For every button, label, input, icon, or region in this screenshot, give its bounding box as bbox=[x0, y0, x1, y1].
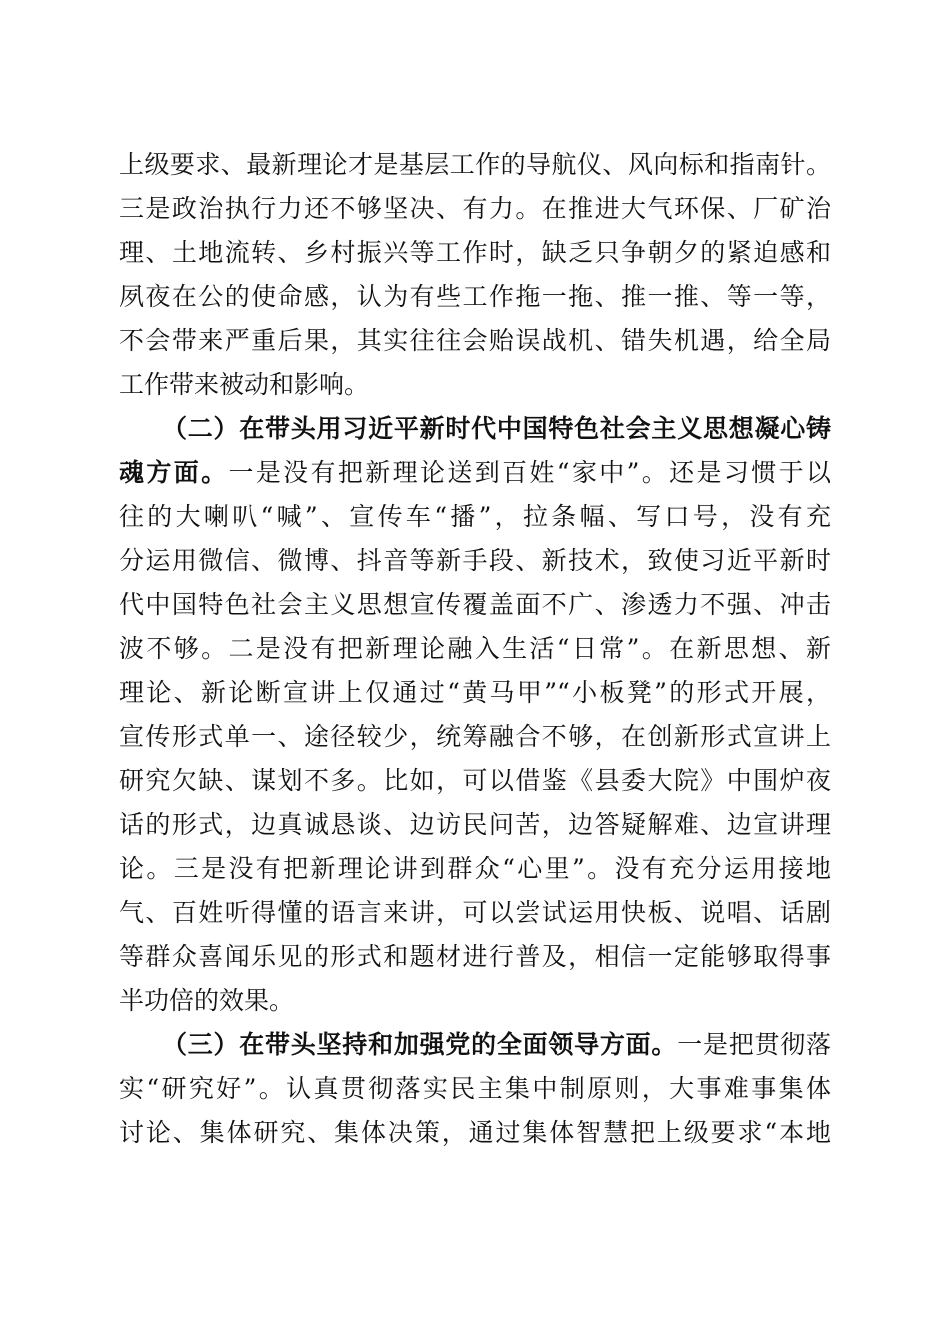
text-line: 宣传形式单一、途径较少，统筹融合不够，在创新形式宣讲上 bbox=[119, 722, 831, 751]
text-line: 上级要求、最新理论才是基层工作的导航仪、风向标和指南针。 bbox=[119, 150, 831, 179]
text-line: 气、百姓听得懂的语言来讲，可以尝试运用快板、说唱、话剧 bbox=[119, 898, 831, 927]
text-line: 分运用微信、微博、抖音等新手段、新技术，致使习近平新时 bbox=[119, 546, 831, 575]
text-line: 理论、新论断宣讲上仅通过“黄马甲”“小板凳”的形式开展， bbox=[119, 678, 831, 707]
text-line: 不会带来严重后果，其实往往会贻误战机、错失机遇，给全局 bbox=[119, 326, 831, 355]
text-line: 研究欠缺、谋划不多。比如，可以借鉴《县委大院》中围炉夜 bbox=[119, 766, 831, 795]
text-line: 往的大喇叭“喊”、宣传车“播”，拉条幅、写口号，没有充 bbox=[119, 502, 831, 531]
text-line: 论。三是没有把新理论讲到群众“心里”。没有充分运用接地 bbox=[119, 854, 831, 883]
text-line: 实“研究好”。认真贯彻落实民主集中制原则，大事难事集体 bbox=[119, 1074, 831, 1103]
text-line: 半功倍的效果。 bbox=[119, 986, 295, 1015]
section-heading: （三）在带头坚持和加强党的全面领导方面。一是把贯彻落 bbox=[162, 1030, 831, 1059]
section-heading: （二）在带头用习近平新时代中国特色社会主义思想凝心铸 bbox=[162, 414, 831, 443]
text-line: 代中国特色社会主义思想宣传覆盖面不广、渗透力不强、冲击 bbox=[119, 590, 831, 619]
text-line: 夙夜在公的使命感，认为有些工作拖一拖、推一推、等一等， bbox=[119, 282, 831, 311]
text-line: 讨论、集体研究、集体决策，通过集体智慧把上级要求“本地 bbox=[119, 1118, 831, 1147]
text-line: 话的形式，边真诚恳谈、边访民问苦，边答疑解难、边宣讲理 bbox=[119, 810, 831, 839]
text-line: 魂方面。一是没有把新理论送到百姓“家中”。还是习惯于以 bbox=[119, 458, 831, 487]
text-line: 等群众喜闻乐见的形式和题材进行普及，相信一定能够取得事 bbox=[119, 942, 831, 971]
text-line: 三是政治执行力还不够坚决、有力。在推进大气环保、厂矿治 bbox=[119, 194, 831, 223]
text-line: 波不够。二是没有把新理论融入生活“日常”。在新思想、新 bbox=[119, 634, 831, 663]
text-line: 工作带来被动和影响。 bbox=[119, 370, 370, 399]
text-line: 理、土地流转、乡村振兴等工作时，缺乏只争朝夕的紧迫感和 bbox=[119, 238, 831, 267]
